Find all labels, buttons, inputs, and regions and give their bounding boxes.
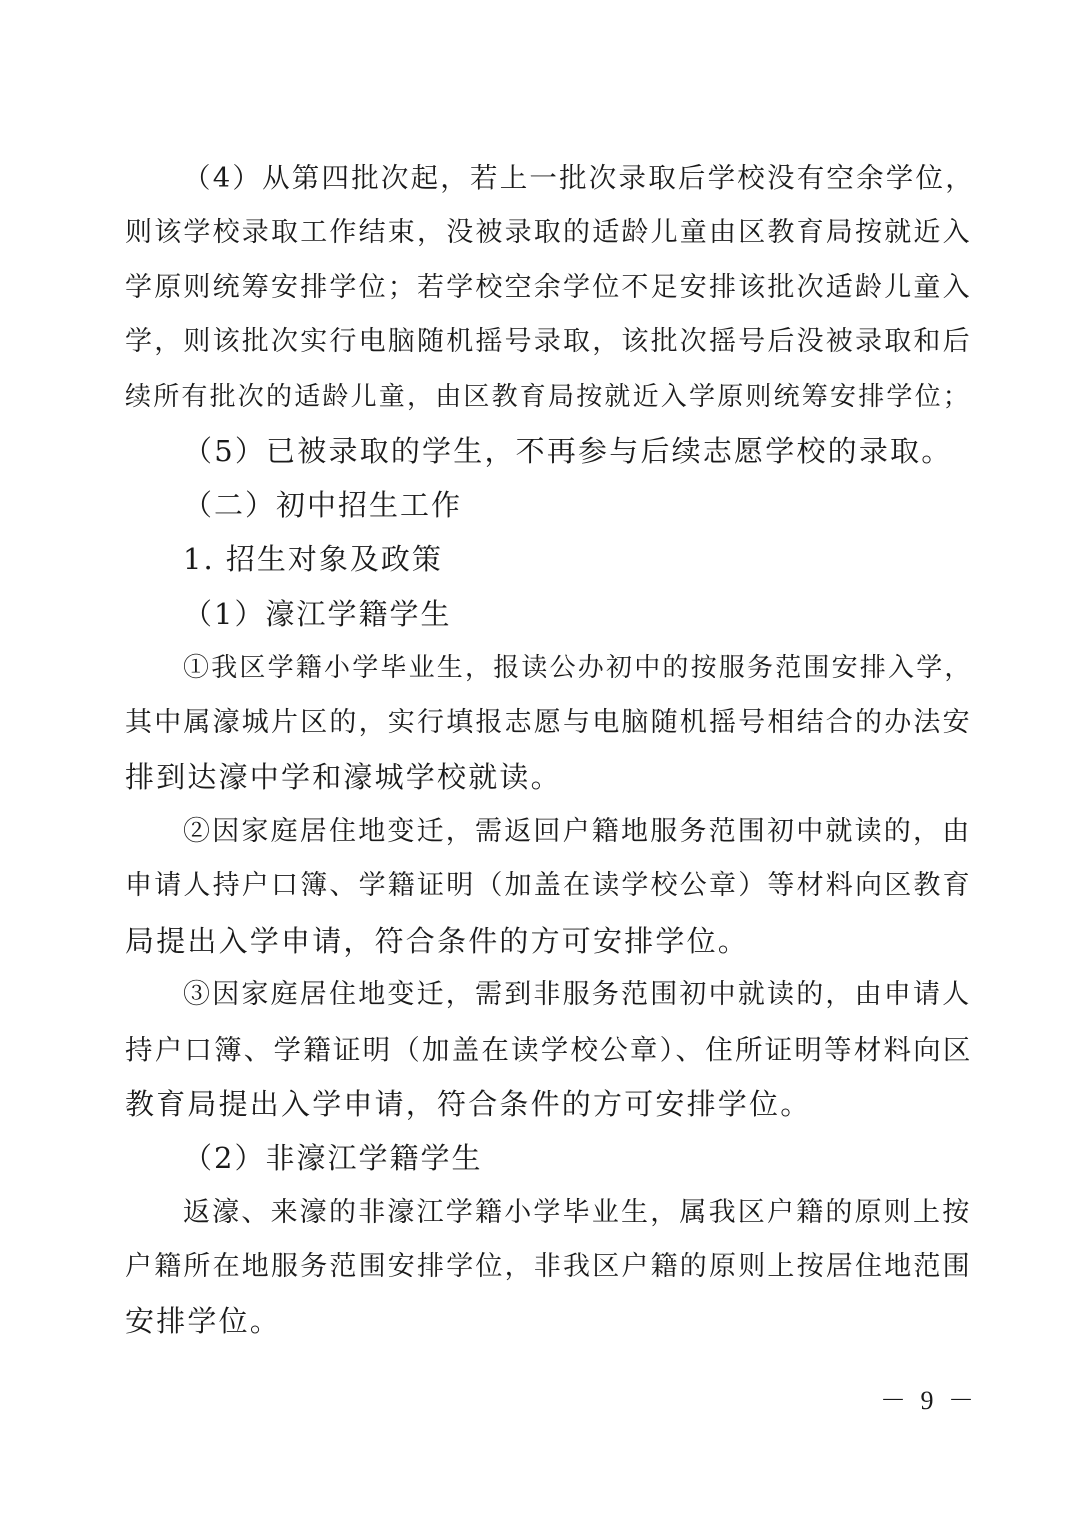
paragraph-line: 续所有批次的适龄儿童，由区教育局按就近入学原则统筹安排学位；: [125, 382, 972, 412]
subsection-heading: （2）非濠江学籍学生: [183, 1141, 483, 1175]
subsection-heading: （1）濠江学籍学生: [183, 597, 452, 631]
paragraph-line: 局提出入学申请，符合条件的方可安排学位。: [125, 924, 750, 958]
section-heading: （二）初中招生工作: [183, 488, 463, 522]
paragraph-line: 学原则统筹安排学位；若学校空余学位不足安排该批次适龄儿童入: [125, 272, 972, 303]
subsection-heading: 1. 招生对象及政策: [183, 542, 443, 576]
paragraph-line: 安排学位。: [125, 1304, 282, 1338]
paragraph-line: 教育局提出入学申请，符合条件的方可安排学位。: [125, 1087, 812, 1121]
paragraph-line: ②因家庭居住地变迁，需返回户籍地服务范围初中就读的，由: [183, 816, 972, 847]
paragraph-line: （5）已被录取的学生，不再参与后续志愿学校的录取。: [183, 434, 953, 468]
paragraph-line: 其中属濠城片区的，实行填报志愿与电脑随机摇号相结合的办法安: [125, 707, 972, 738]
paragraph-line: 排到达濠中学和濠城学校就读。: [125, 760, 562, 794]
paragraph-line: （4）从第四批次起，若上一批次录取后学校没有空余学位，: [183, 162, 975, 194]
paragraph-line: 学，则该批次实行电脑随机摇号录取，该批次摇号后没被录取和后: [125, 326, 972, 357]
paragraph-line: 户籍所在地服务范围安排学位，非我区户籍的原则上按居住地范围: [125, 1251, 972, 1282]
paragraph-line: ③因家庭居住地变迁，需到非服务范围初中就读的，由申请人: [183, 979, 972, 1010]
paragraph-line: ①我区学籍小学毕业生，报读公办初中的按服务范围安排入学，: [183, 653, 973, 683]
paragraph-line: 申请人持户口簿、学籍证明（加盖在读学校公章）等材料向区教育: [125, 870, 972, 901]
paragraph-line: 则该学校录取工作结束，没被录取的适龄儿童由区教育局按就近入: [125, 217, 972, 248]
paragraph-line: 返濠、来濠的非濠江学籍小学毕业生，属我区户籍的原则上按: [183, 1197, 972, 1228]
page-number: － 9 －: [880, 1386, 979, 1415]
paragraph-line: 持户口簿、学籍证明（加盖在读学校公章）、住所证明等材料向区: [125, 1034, 973, 1066]
